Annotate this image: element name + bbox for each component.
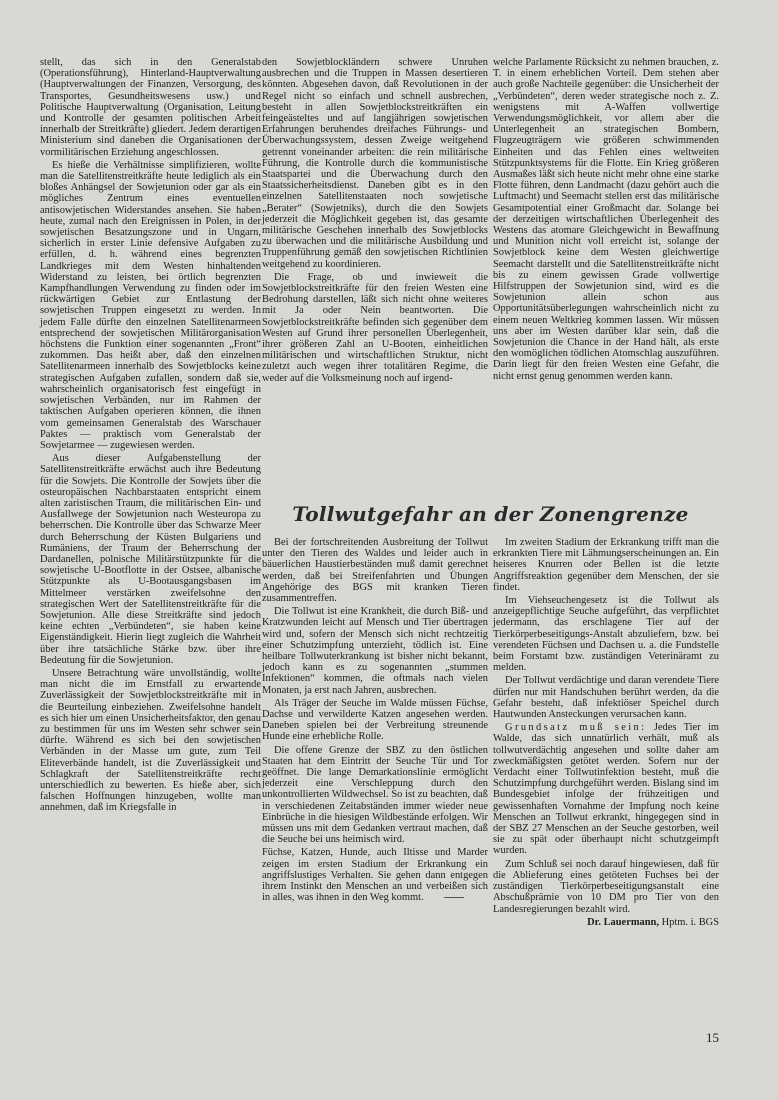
- article-title: Tollwutgefahr an der Zonengrenze: [292, 502, 689, 526]
- author-name: Dr. Lauermann,: [587, 916, 659, 928]
- paragraph: Der Tollwut verdächtige und daran verendete Tiere dürfen nur mit Handschuhen berührt werden, da die Gefahr besteht, daß infektiöser Speichel durch Hautwunden Ansteckungen verursachen kann.: [493, 675, 719, 721]
- paragraph: Im Viehseuchengesetz ist die Tollwut als anzeigepflichtige Seuche aufgeführt, das verpflichtet jedermann, das erschlagene Tier auf der Tierkörperbeseitigungs-Anstalt abzuliefern, bzw. bei verendeten Füchsen und Dachsen u. a. die Fundstelle beim Forstamt bzw. zuständigen Veterinäramt zu melden.: [493, 595, 719, 674]
- paragraph: welche Parlamente Rücksicht zu nehmen brauchen, z. T. in einem erheblichen Vorteil. Dem stehen aber auch große Nachteile gegenüber: die Unsicherheit der „Verbündeten“, deren weder strategische noch z. Z. wenigstens mit A-Waffen vollwertige Verwendungsmöglichkeit, vor allem aber die Unterlegenheit an strategischen Bombern, Flugzeugträgern wie größeren schwimmenden Einheiten und das Fehlen eines weltweiten Stützpunktsystems für die Flotte. Ein Krieg größeren Ausmaßes läßt sich heute nicht mehr ohne eine starke Flotte führen, denn Landmacht (dazu gehört auch die Luftmacht) und Seemacht stellen erst das militärische Gesamtpotential einer Großmacht dar. Solange bei der derzeitigen wirtschaftlichen Überlegenheit des Westens das atomare Gleichgewicht in Bewaffnung und Munition nicht voll erreicht ist, solange der Sowjetblock keine dem Westen gleichwertige Seemacht darstellt und die Satellitenstreitkräfte nicht bis zu einem gewissen Grade vollwertige Hilfstruppen der Sowjetunion sind, wird es die Sowjetunion allein schon aus Opportunitätsüberlegungen wahrscheinlich nicht zu einem neuen Weltkrieg kommen lassen. Wir müssen uns aber im Westen darüber klar sein, daß die Sowjetunion die Chance in der Hand hält, als erste den womöglichen tödlichen Atomschlag auszuführen. Darin liegt für den freien Westen eine Gefahr, die nicht ernst genug genommen werden kann.: [493, 57, 719, 382]
- page-number: 15: [706, 1030, 719, 1045]
- paragraph: Es hieße die Verhältnisse simplifizieren, wollte man die Satellitenstreitkräfte heute lediglich als ein bloßes Anhängsel der Sowjetunion oder gar als ein mögliches Zentrum eines eventuellen antisowjetischen Widerstandes ansehen. Sie haben heute, zumal nach den Ereignissen in Polen, in der sowjetischen Besatzungszone und in Ungarn, sicherlich in erster Linie defensive Aufgaben zu erfüllen, d. h. während eines begrenzten Landkrieges mit dem Westen hinhaltenden Widerstand zu leisten, bei örtlich begrenzten Kampfhandlungen Verwendung zu finden oder im rückwärtigen Gebiet zur Entlastung der sowjetischen Truppen eingesetzt zu werden. In jedem Falle dürfte den einzelnen Satellitenarmeen entsprechend der sowjetischen Militärorganisation höchstens die Funktion einer sogenannten „Front“ zukommen. Das heißt aber, daß den einzelnen Satellitenarmeen innerhalb des Sowjetblocks keine strategischen Aufgaben zufallen, sondern daß sie, wahrscheinlich organisatorisch fest eingefügt in sowjetischen Verbänden, nur im Rahmen der taktischen Aufgaben operieren können, die ihnen vom gemeinsamen Generalstab des Warschauer Paktes — praktisch vom Generalstab der Sowjetarmee — zugewiesen werden.: [40, 159, 261, 451]
- paragraph-text: Jedes Tier im Walde, das sich unnatürlich verhält, muß als tollwutverdächtig angesehen und sollte daher am zweckmäßigsten getötet werden. Sofern nur der Verdacht einer Tollwutinfektion besteht, muß die Schutzimpfung durchgeführt werden. Bislang sind im Bundesgebiet infolge der frühzeitigen und gewissenhaften Vornahme der Impfung noch keine Menschen an Tollwut erkrankt, hingegegen sind in der SBZ 27 Menschen an der Seuche gestorben, weil sie zu spät oder überhaupt nicht schutzgeimpft wurden.: [493, 722, 719, 857]
- author-rank: Hptm. i. BGS: [658, 916, 719, 928]
- paragraph: Bei der fortschreitenden Ausbreitung der Tollwut unter den Tieren des Waldes und leider auch in bäuerlichen Haustierbeständen muß damit gerechnet werden, daß bei Streifenfahrten und Übungen Angehörige des BGS mit kranken Tieren zusammentreffen.: [262, 537, 488, 605]
- article2-column-2: [493, 537, 719, 930]
- paragraph: stellt, das sich in den Generalstab (Operationsführung), Hinterland-Hauptverwaltung (Hauptverwaltungen der Finanzen, Versorgung, des Transportes, Gesundheitswesens usw.) und Politische Hauptverwaltung (Organisation, Leitung und Kontrolle der gesamten politischen Arbeit innerhalb der Streitkräfte) gliedert. Jedem derartigen Ministerium sind daneben die Organisationen der vormilitärischen Erziehung angeschlossen.: [40, 57, 261, 158]
- paragraph: Zum Schluß sei noch darauf hingewiesen, daß für die Ablieferung eines getöteten Fuchses bei der zuständigen Tierkörperbeseitigungsanstalt eine Abschußprämie von 10 DM pro Tier von den Landesregierungen bezahlt wird.: [493, 858, 719, 915]
- divider: [444, 897, 464, 898]
- paragraph: den Sowjetblockländern schwere Unruhen ausbrechen und die Truppen in Massen desertieren könnten. Abgesehen davon, daß Revolutionen in der Regel nicht so einfach und schnell ausbrechen, besteht in allen Sowjetblockstreitkräften ein feingeästeltes und auf langjährigen sowjetischen Erfahrungen beruhendes dreifaches Führungs- und Überwachungssystem, dessen Zweige weitgehend getrennt voneinander arbeiten: die rein militärische Führung, die Kontrolle durch die kommunistische Staatspartei und die Überwachung durch den Staatssicherheitsdienst. Daneben gibt es in den einzelnen Satellitenstaaten noch sowjetische „Berater“ (Sowjetniks), durch die den Sowjets jederzeit die Möglichkeit gegeben ist, das gesamte militärische Geschehen innerhalb des Sowjetblocks zu überwachen und die militärische Ausbildung und Truppenführung gemäß den sowjetischen Richtlinien weitgehend zu koordinieren.: [262, 57, 488, 270]
- article1-column-2: [262, 57, 488, 386]
- paragraph: Aus dieser Aufgabenstellung der Satellitenstreitkräfte erwächst auch ihre Bedeutung für die Sowjets. Die Kontrolle der Sowjets über die osteuropäischen Nachbarstaaten entspricht einem alten zaristischen Traum, die militärischen Ein- und Ausfallwege der Sowjetunion nach Westeuropa zu beherrschen. Die Kontrolle über das Schwarze Meer durch Beherrschung der Küsten Bulgariens und Rumäniens, der Traum der Beherrschung der Dardanellen, polnische Militärstützpunkte für die sowjetische U-Bootflotte in der Ostsee, albanische Stützpunkte als U-Bootausgangsbasen im Mittelmeer verstärken zweifelsohne den strategischen Wert der Satellitenstreitkräfte für die Sowjetunion. Alle diese Streitkräfte sind jedoch keine echten „Verbündeten“, sie haben keine Eigenständigkeit. Hierin liegt zugleich die Wahrheit über ihre tatsächliche Stärke bzw. über ihre Bedeutung für die Sowjetunion.: [40, 453, 261, 666]
- author-signature: [493, 917, 719, 928]
- paragraph: Die offene Grenze der SBZ zu den östlichen Staaten hat dem Eintritt der Seuche Tür und Tor geöffnet. Die lange Demarkationslinie ermöglicht jederzeit eine Verschleppung durch den unkontrollierten Wildwechsel. So ist zu beachten, daß in verschiedenen Zeitabständen immer wieder neue Einbrüche in die hiesigen Wildbestände erfolgen. Wir müssen uns mit dem Gedanken vertraut machen, daß die Seuche bei uns heimisch wird.: [262, 744, 488, 846]
- paragraph-text: Füchse, Katzen, Hunde, auch Iltisse und Marder zeigen im ersten Stadium der Erkrankung ein angriffslustiges Verhalten. Sie gehen dann entgegen ihrem Instinkt den Menschen an und verbeißen sich in alles, was ihnen in den Weg kommt.: [262, 847, 488, 904]
- article1-column-3: [493, 57, 719, 384]
- article1-column-1: [40, 57, 261, 816]
- paragraph: [262, 847, 488, 903]
- paragraph: Die Frage, ob und inwieweit die Sowjetblockstreitkräfte für den freien Westen eine Bedrohung darstellen, läßt sich nicht ohne weiteres mit Ja oder Nein beantworten. Die Sowjetblockstreitkräfte befinden sich gegenüber dem Westen auf Grund ihrer personellen Überlegenheit, ihrer größeren Zahl an U-Booten, einheitlichen militärischen und wirtschaftlichen Struktur, nicht zuletzt auch wegen ihrer totalitären Regime, die weder auf die Volksmeinung noch auf irgend-: [262, 271, 488, 384]
- spaced-lead: Grundsatz muß sein:: [505, 722, 647, 734]
- paragraph: [493, 722, 719, 856]
- article2-column-1: [262, 537, 488, 906]
- paragraph: Unsere Betrachtung wäre unvollständig, wollte man nicht die im Ernstfall zu erwartende Zuverlässigkeit der Sowjetblockstreitkräfte mit in die Beurteilung einbeziehen. Zweifelsohne handelt es sich hier um einen Unsicherheitsfaktor, den genau zu bestimmen für uns im Westen sehr schwer sein dürfte. Während es sich bei den sowjetischen Verbänden in der Masse um gute, zum Teil Eliteverbände handelt, ist die Zuverlässigkeit und Schlagkraft der Satellitenstreitkräfte recht unterschiedlich zu bewerten. Es hieße aber, sich falschen Hoffnungen hinzugeben, wollte man annehmen, daß im Kriegsfalle in: [40, 667, 261, 814]
- paragraph: Im zweiten Stadium der Erkrankung trifft man die erkrankten Tiere mit Lähmungserscheinungen an. Ein heiseres Knurren oder Bellen ist die letzte Angriffsreaktion gegenüber dem Menschen, der sie findet.: [493, 537, 719, 593]
- paragraph: Als Träger der Seuche im Walde müssen Füchse, Dachse und verwilderte Katzen angesehen werden. Daneben spielen bei der Verbreitung streunende Hunde eine erhebliche Rolle.: [262, 697, 488, 743]
- paragraph: Die Tollwut ist eine Krankheit, die durch Biß- und Kratzwunden leicht auf Mensch und Tier übertragen wird und, sofern der Mensch sich nicht rechtzeitig einer Schutzimpfung unterzieht, tödlich ist. Eine heilbare Tollwuterkrankung ist bisher nicht bekannt, jedoch kann es zu sogenannten „stummen Infektionen“ kommen, die oftmals nach vielen Monaten, ja erst nach Jahren, ausbrechen.: [262, 606, 488, 696]
